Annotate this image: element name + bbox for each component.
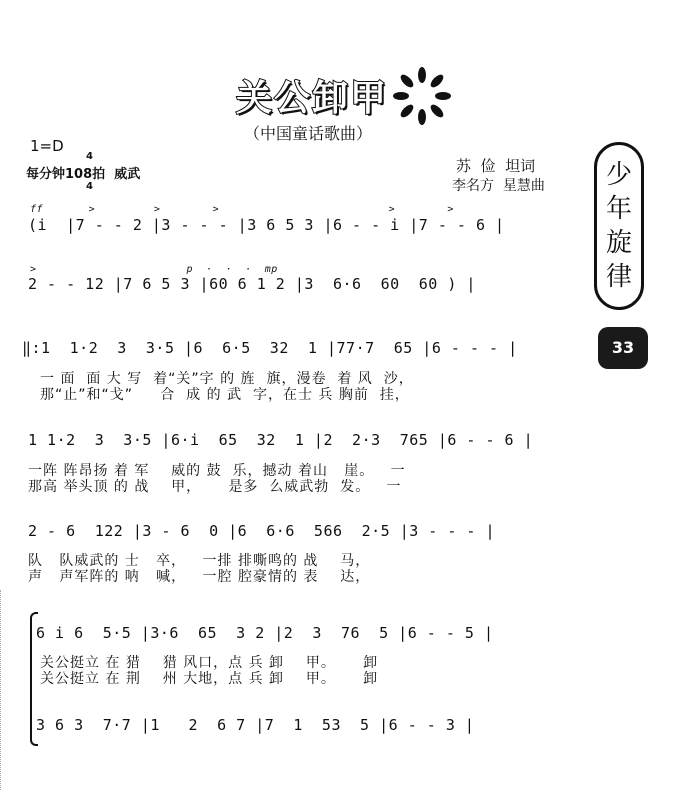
song-title: 关公卸甲 (236, 78, 389, 119)
lyricist-credit: 苏 俭 坦词 (456, 157, 536, 175)
lyric-line-verse2: 那“止”和“戈” 合 成 的 武 字，在士 兵 胸前 挂， (40, 387, 410, 403)
series-tab (594, 142, 644, 310)
row2-dynamics: > p · · · mp (30, 264, 278, 275)
notation-row-1: (i |7 - - 2 |3 - - - |3 6 5 3 |6 - - i |7 - - 6 | (28, 216, 505, 234)
notation-row-3: ‖:1 1·2 3 3·5 |6 6·5 32 1 |77·7 65 |6 - - - | (22, 339, 518, 357)
lyric-line-verse2: 关公挺立 在 荆 州 大地，点 兵 卸 甲。 卸 (40, 671, 379, 687)
lyric-line-verse2: 那高 举头顶 的 战 甲， 是多 么威武勃 发。 一 (28, 479, 402, 495)
tempo-marking: 每分钟108拍 威武 (26, 167, 141, 182)
lyric-line-verse1: 关公挺立 在 猎 猎 风口，点 兵 卸 甲。 卸 (40, 655, 379, 671)
row1-dynamics: ff > > > > > (30, 204, 454, 215)
notation-row-6: 6 i 6 5·5 |3·6 65 3 2 |2 3 76 5 |6 - - 5 | (36, 624, 494, 642)
lyric-line-verse1: 一阵 阵昂扬 着 军 威的 鼓 乐，撼动 着山 崖。 一 (28, 463, 406, 479)
flower-ornament-icon (392, 66, 452, 126)
series-label: 少年旋律 (605, 160, 632, 292)
lyric-line-verse1: 队 队威武的 士 卒， 一排 排嘶鸣的 战 马， (28, 553, 371, 569)
notation-row-2: 2 - - 12 |7 6 5 3 |60 6 1 2 |3 6·6 60 60 ) | (28, 275, 476, 293)
key-signature: 1=D (30, 137, 64, 155)
lyric-line-verse2: 声 声军阵的 呐 喊， 一腔 腔豪情的 表 达， (28, 569, 371, 585)
page-edge-rule (0, 590, 2, 790)
composer-credit: 李名方 星慧曲 (452, 178, 545, 194)
notation-row-7: 3 6 3 7·7 |1 2 6 7 |7 1 53 5 |6 - - 3 | (36, 716, 475, 734)
time-signature-bottom: 4 (86, 181, 93, 192)
page-number-badge: 33 (598, 327, 648, 369)
lyric-line-verse1: 一 面 面 大 写 着“关”字 的 旌 旗，漫卷 着 风 沙， (40, 371, 414, 387)
notation-row-4: 1 1·2 3 3·5 |6·i 65 32 1 |2 2·3 765 |6 - - 6 | (28, 431, 534, 449)
subtitle: （中国童话歌曲） (244, 124, 373, 143)
time-signature-top: 4 (86, 151, 93, 162)
notation-row-5: 2 - 6 122 |3 - 6 0 |6 6·6 566 2·5 |3 - - - | (28, 522, 496, 540)
